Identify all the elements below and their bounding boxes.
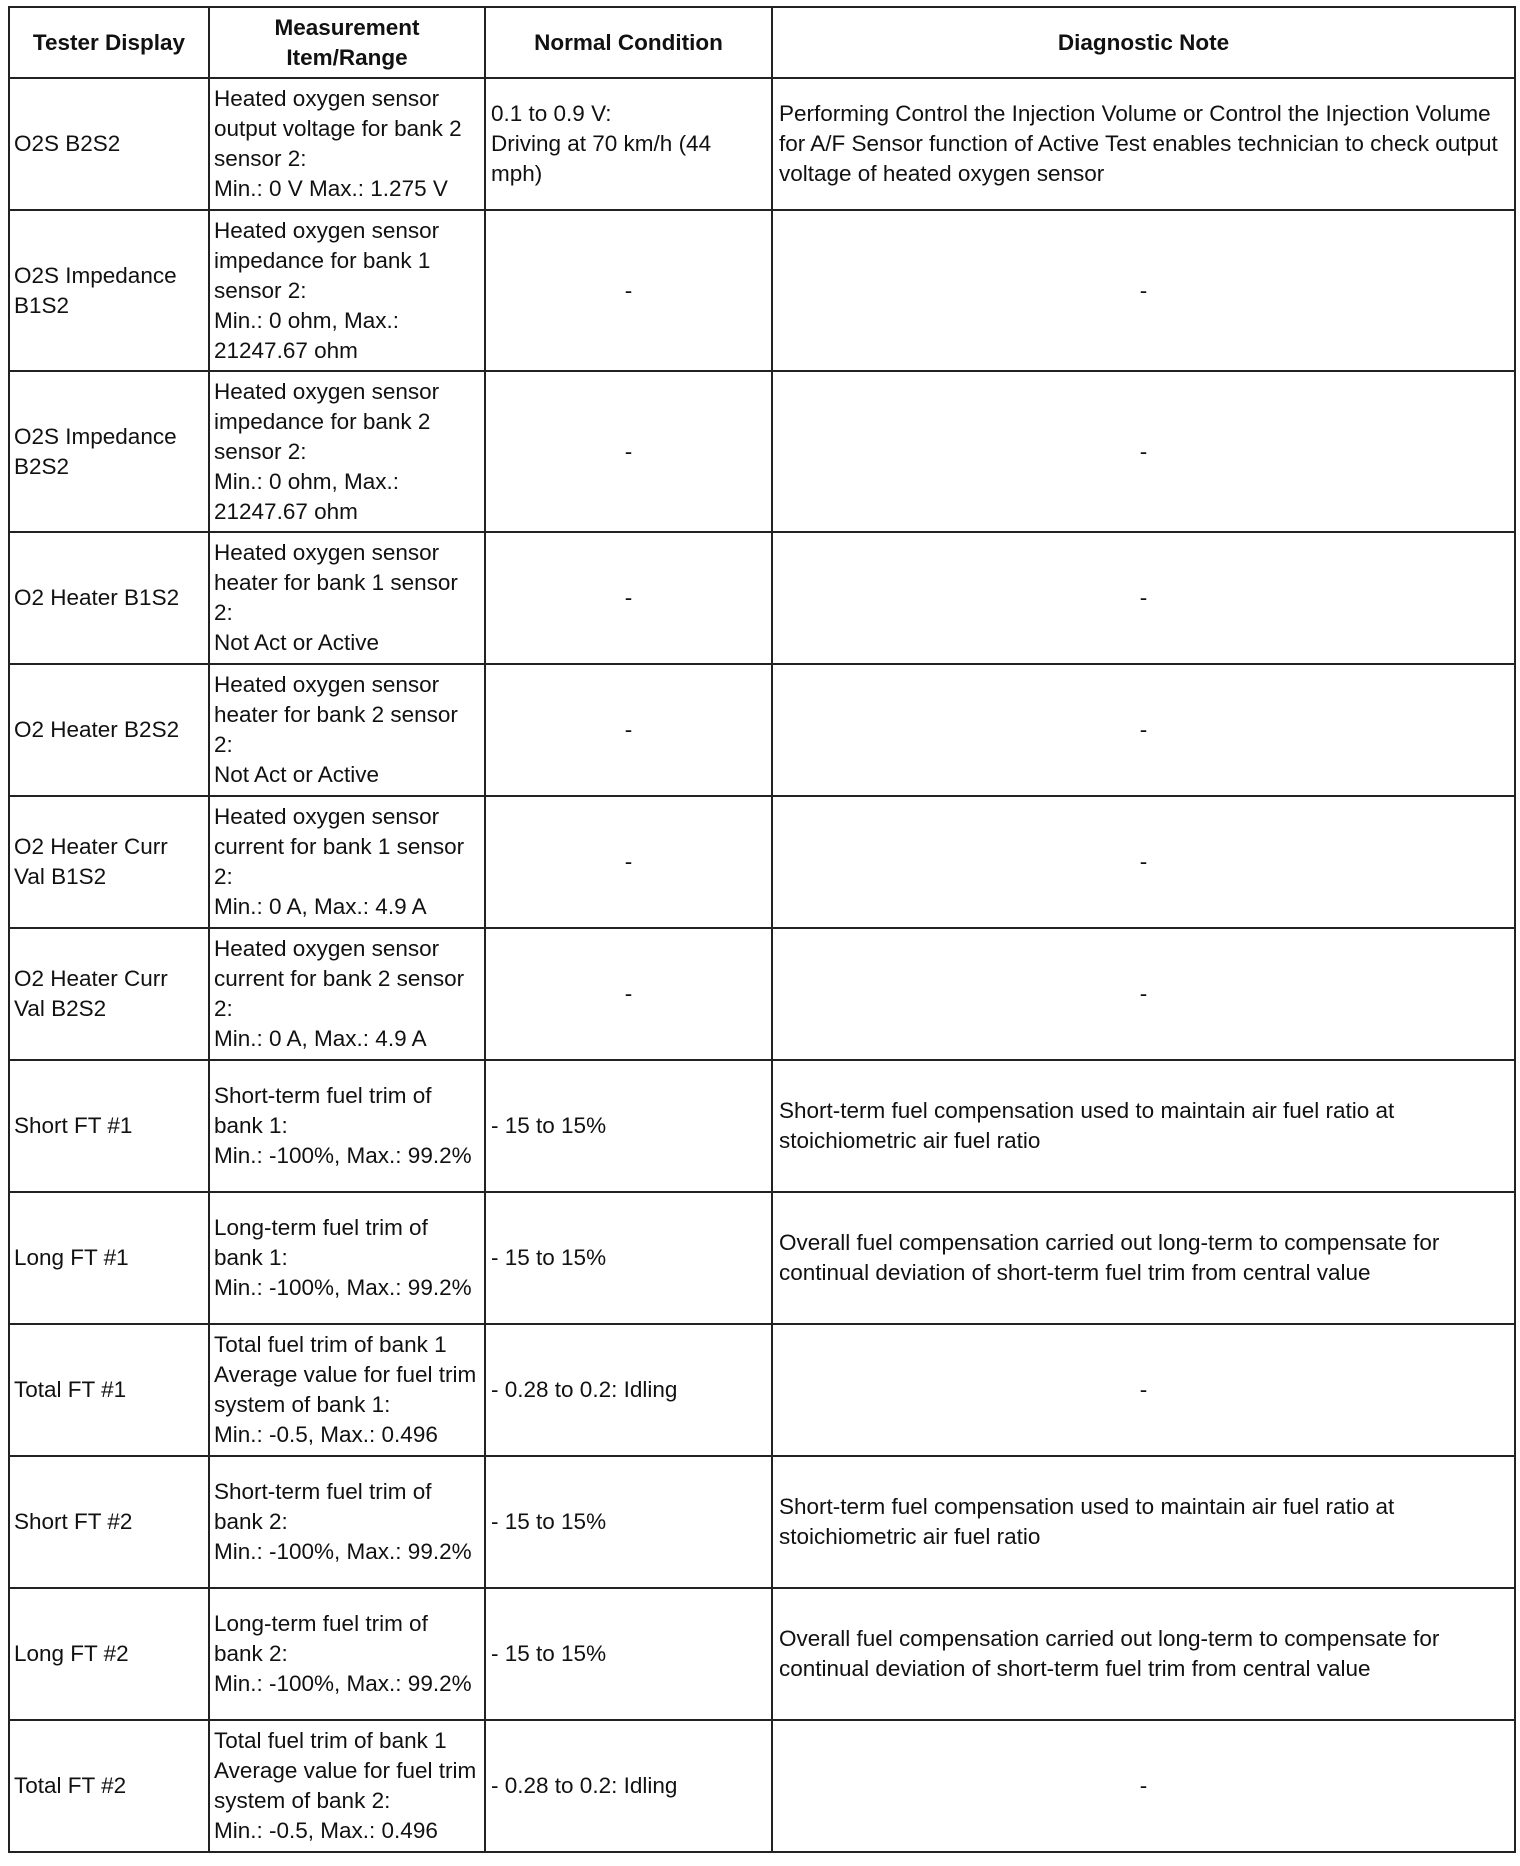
diagnostic-note-cell: - xyxy=(772,928,1515,1060)
diagnostic-note-cell: - xyxy=(772,532,1515,664)
diagnostic-note-cell: Overall fuel compensation carried out long-term to compensate for continual deviation of short-term fuel trim from central value xyxy=(772,1192,1515,1324)
measurement-cell: Heated oxygen sensor heater for bank 1 sensor 2: Not Act or Active xyxy=(209,532,485,664)
measurement-cell: Long-term fuel trim of bank 2: Min.: -100%, Max.: 99.2% xyxy=(209,1588,485,1720)
header-tester-display: Tester Display xyxy=(9,7,209,78)
tester-display-cell: O2 Heater Curr Val B1S2 xyxy=(9,796,209,928)
diagnostic-note-cell: - xyxy=(772,210,1515,371)
tester-display-cell: O2S B2S2 xyxy=(9,78,209,210)
normal-condition-cell: - xyxy=(485,928,772,1060)
table-row xyxy=(9,532,1515,664)
diagnostic-note-cell: - xyxy=(772,796,1515,928)
table-row xyxy=(9,78,1515,210)
normal-condition-cell: - 15 to 15% xyxy=(485,1588,772,1720)
normal-condition-cell: - 0.28 to 0.2: Idling xyxy=(485,1720,772,1852)
diagnostic-note-cell: - xyxy=(772,1720,1515,1852)
table-row xyxy=(9,1720,1515,1852)
diagnostic-note-cell: - xyxy=(772,371,1515,532)
diagnostic-note-cell: - xyxy=(772,664,1515,796)
table-row xyxy=(9,796,1515,928)
tester-display-cell: Total FT #1 xyxy=(9,1324,209,1456)
table-row xyxy=(9,1060,1515,1192)
table-row xyxy=(9,1324,1515,1456)
diagnostic-note-cell: Short-term fuel compensation used to maintain air fuel ratio at stoichiometric air fuel ratio xyxy=(772,1456,1515,1588)
table-row xyxy=(9,1192,1515,1324)
header-diagnostic-note: Diagnostic Note xyxy=(772,7,1515,78)
diagnostic-note-cell: Short-term fuel compensation used to maintain air fuel ratio at stoichiometric air fuel ratio xyxy=(772,1060,1515,1192)
measurement-cell: Short-term fuel trim of bank 1: Min.: -100%, Max.: 99.2% xyxy=(209,1060,485,1192)
diagnostic-note-cell: - xyxy=(772,1324,1515,1456)
table-row xyxy=(9,664,1515,796)
normal-condition-cell: - xyxy=(485,210,772,371)
normal-condition-cell: - xyxy=(485,371,772,532)
data-list-table xyxy=(8,6,1516,1853)
tester-display-cell: Total FT #2 xyxy=(9,1720,209,1852)
measurement-cell: Long-term fuel trim of bank 1: Min.: -100%, Max.: 99.2% xyxy=(209,1192,485,1324)
header-measurement-item-range: Measurement Item/Range xyxy=(209,7,485,78)
normal-condition-cell: 0.1 to 0.9 V: Driving at 70 km/h (44 mph) xyxy=(485,78,772,210)
tester-display-cell: O2 Heater Curr Val B2S2 xyxy=(9,928,209,1060)
tester-display-cell: O2S Impedance B2S2 xyxy=(9,371,209,532)
tester-display-cell: O2 Heater B2S2 xyxy=(9,664,209,796)
table-row xyxy=(9,371,1515,532)
tester-display-cell: Short FT #1 xyxy=(9,1060,209,1192)
measurement-cell: Heated oxygen sensor impedance for bank 2 sensor 2: Min.: 0 ohm, Max.: 21247.67 ohm xyxy=(209,371,485,532)
tester-display-cell: O2S Impedance B1S2 xyxy=(9,210,209,371)
tester-display-cell: Long FT #2 xyxy=(9,1588,209,1720)
normal-condition-cell: - xyxy=(485,796,772,928)
normal-condition-cell: - 15 to 15% xyxy=(485,1456,772,1588)
normal-condition-cell: - 15 to 15% xyxy=(485,1192,772,1324)
measurement-cell: Short-term fuel trim of bank 2: Min.: -100%, Max.: 99.2% xyxy=(209,1456,485,1588)
normal-condition-cell: - xyxy=(485,664,772,796)
measurement-cell: Heated oxygen sensor current for bank 2 sensor 2: Min.: 0 A, Max.: 4.9 A xyxy=(209,928,485,1060)
measurement-cell: Heated oxygen sensor heater for bank 2 sensor 2: Not Act or Active xyxy=(209,664,485,796)
tester-display-cell: Long FT #1 xyxy=(9,1192,209,1324)
measurement-cell: Total fuel trim of bank 1 Average value for fuel trim system of bank 2: Min.: -0.5, Max.: 0.496 xyxy=(209,1720,485,1852)
table-header-row xyxy=(9,7,1515,78)
header-normal-condition: Normal Condition xyxy=(485,7,772,78)
diagnostic-note-cell: Performing Control the Injection Volume or Control the Injection Volume for A/F Sensor function of Active Test enables technician to check output voltage of heated oxygen sensor xyxy=(772,78,1515,210)
table-row xyxy=(9,210,1515,371)
diagnostic-note-cell: Overall fuel compensation carried out long-term to compensate for continual deviation of short-term fuel trim from central value xyxy=(772,1588,1515,1720)
measurement-cell: Heated oxygen sensor output voltage for bank 2 sensor 2: Min.: 0 V Max.: 1.275 V xyxy=(209,78,485,210)
table-row xyxy=(9,1588,1515,1720)
measurement-cell: Total fuel trim of bank 1 Average value for fuel trim system of bank 1: Min.: -0.5, Max.: 0.496 xyxy=(209,1324,485,1456)
tester-display-cell: Short FT #2 xyxy=(9,1456,209,1588)
measurement-cell: Heated oxygen sensor current for bank 1 sensor 2: Min.: 0 A, Max.: 4.9 A xyxy=(209,796,485,928)
normal-condition-cell: - xyxy=(485,532,772,664)
measurement-cell: Heated oxygen sensor impedance for bank 1 sensor 2: Min.: 0 ohm, Max.: 21247.67 ohm xyxy=(209,210,485,371)
normal-condition-cell: - 0.28 to 0.2: Idling xyxy=(485,1324,772,1456)
tester-display-cell: O2 Heater B1S2 xyxy=(9,532,209,664)
normal-condition-cell: - 15 to 15% xyxy=(485,1060,772,1192)
table-row xyxy=(9,1456,1515,1588)
table-row xyxy=(9,928,1515,1060)
